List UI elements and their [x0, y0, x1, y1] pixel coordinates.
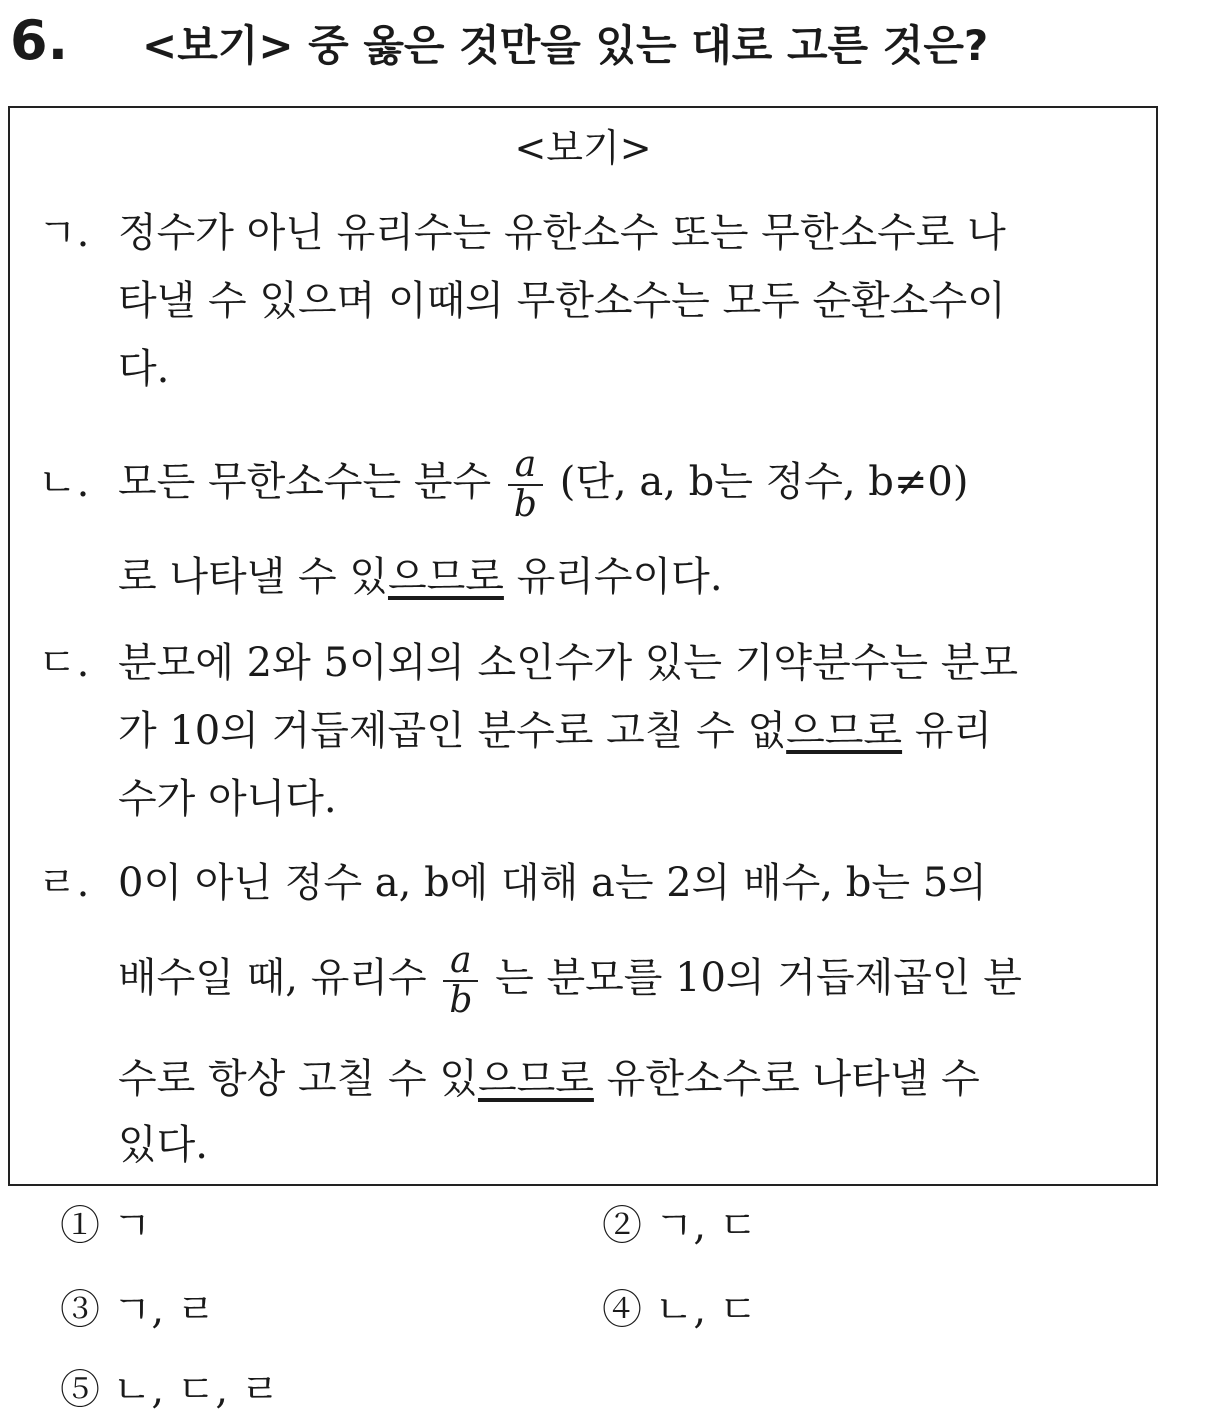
item-text: 배수일 때, 유리수 — [118, 955, 427, 1001]
item-label: ㄱ. — [38, 210, 90, 256]
underlined-text: 으므로 — [477, 1056, 594, 1102]
item-text: 수로 항상 고칠 수 있 — [118, 1056, 478, 1102]
underlined-text: 으므로 — [387, 554, 504, 600]
item-text: 모든 무한소수는 분수 — [118, 459, 492, 505]
choice-4[interactable]: ④ ㄴ, ㄷ — [602, 1287, 758, 1333]
item-line — [118, 930, 1138, 1026]
item-line — [118, 1046, 1138, 1112]
fraction-numerator: a — [508, 446, 543, 486]
fraction-a-over-b — [508, 446, 543, 524]
item-text: 유한소수로 나타낼 수 — [593, 1056, 980, 1102]
item-line: 분모에 2와 5이외의 소인수가 있는 기약분수는 분모 — [118, 640, 1018, 686]
item-line: 수가 아니다. — [118, 776, 337, 822]
answer-choices — [60, 1196, 1160, 1416]
item-line: 정수가 아닌 유리수는 유한소수 또는 무한소수로 나 — [118, 210, 1006, 256]
item-line: 다. — [118, 346, 170, 392]
choice-2[interactable]: ② ㄱ, ㄷ — [602, 1203, 758, 1249]
item-text: 유리 — [902, 708, 993, 754]
item-text: 유리수이다. — [503, 554, 723, 600]
bogi-item-rieul — [38, 850, 1138, 1170]
fraction-denominator: b — [513, 484, 537, 525]
item-line: 타낼 수 있으며 이때의 무한소수는 모두 순환소수이 — [118, 278, 1006, 324]
item-text: 는 분모를 10의 거듭제곱인 분 — [495, 955, 1022, 1001]
item-label: ㄷ. — [38, 640, 90, 686]
underlined-text: 으므로 — [786, 708, 903, 754]
item-text: 로 나타낼 수 있 — [118, 554, 388, 600]
question-header — [10, 8, 1210, 88]
item-line — [118, 434, 1138, 530]
item-line — [118, 698, 1138, 764]
fraction-a-over-b — [443, 942, 478, 1020]
item-text: (단, a, b는 정수, b≠0) — [559, 459, 969, 505]
item-label: ㄴ. — [38, 460, 90, 506]
item-text: 가 10의 거듭제곱인 분수로 고칠 수 없 — [118, 708, 787, 754]
bogi-item-nieun — [38, 434, 1138, 614]
bogi-box — [8, 106, 1158, 1186]
fraction-numerator: a — [443, 942, 478, 982]
choice-1[interactable]: ① ㄱ — [60, 1203, 152, 1249]
question-number: 6. — [10, 9, 69, 72]
choice-5[interactable]: ⑤ ㄴ, ㄷ, ㄹ — [60, 1367, 280, 1413]
bogi-title: <보기> — [514, 126, 652, 170]
item-line: 있다. — [118, 1122, 208, 1168]
bogi-item-giyeok — [38, 200, 1138, 400]
item-line: 0이 아닌 정수 a, b에 대해 a는 2의 배수, b는 5의 — [118, 860, 987, 906]
item-line — [118, 544, 1138, 610]
item-label: ㄹ. — [38, 860, 90, 906]
fraction-denominator: b — [449, 980, 473, 1021]
choice-3[interactable]: ③ ㄱ, ㄹ — [60, 1287, 216, 1333]
bogi-item-digeut — [38, 630, 1138, 830]
question-text: <보기> 중 옳은 것만을 있는 대로 고른 것은? — [142, 21, 989, 70]
